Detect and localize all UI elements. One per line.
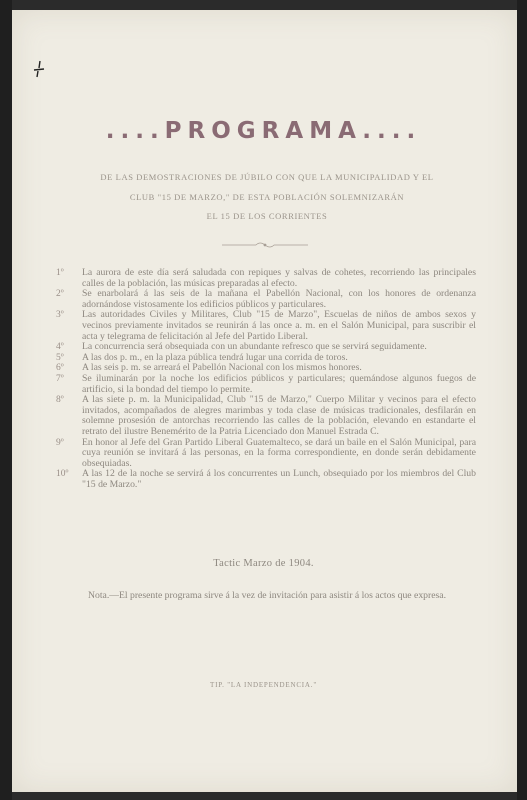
- item-text: La concurrencia será obsequiada con un abundante refresco que se servirá seguidamente.: [82, 341, 427, 353]
- program-item: [56, 268, 476, 289]
- place-date: Tactic Marzo de 1904.: [213, 558, 314, 569]
- item-number: 3º: [56, 310, 64, 321]
- subtitle-line-3: EL 15 DE LOS CORRIENTES: [206, 211, 328, 221]
- item-number: 10º: [56, 469, 69, 480]
- printer-credit: TIP. "LA INDEPENDENCIA.": [210, 681, 317, 689]
- item-number: 9º: [56, 437, 64, 448]
- item-number: 2º: [56, 289, 64, 300]
- item-number: 4º: [56, 342, 64, 353]
- invitation-note: Nota.—El presente programa sirve á la vez de invitación para asistir á los actos que expresa.: [88, 590, 447, 601]
- item-text: Se enarbolará á las seis de la mañana el Pabellón Nacional, con los honores de ordenanza adornándose vistosamente los edificios públicos y particulares.: [82, 288, 476, 310]
- subtitle-line-1: DE LAS DEMOSTRACIONES DE JÚBILO CON QUE LA MUNICIPALIDAD Y EL: [100, 172, 434, 182]
- program-item: [56, 374, 476, 395]
- item-text: A las dos p. m., en la plaza pública tendrá lugar una corrida de toros.: [82, 351, 348, 363]
- item-number: 8º: [56, 395, 64, 406]
- program-item: [56, 469, 476, 490]
- item-text: La aurora de este día será saludada con repiques y salvas de cohetes, recorriendo las principales calles de la población, las músicas preparadas al efecto.: [82, 267, 476, 289]
- item-text: En honor al Jefe del Gran Partido Liberal Guatemalteco, se dará un baile en el Salón Municipal, para cuya reunión se invitará á las personas, en la forma correspondiente, en donde serán debidamente obsequiadas.: [82, 436, 476, 469]
- item-text: A las seis p. m. se arreará el Pabellón Nacional con los mismos honores.: [82, 362, 362, 374]
- program-item: [56, 289, 476, 310]
- subtitle-line-2: CLUB "15 DE MARZO," DE ESTA POBLACIÓN SOLEMNIZARÁN: [129, 192, 405, 202]
- item-text: Las autoridades Civiles y Militares, Club "15 de Marzo", Escuelas de niños de ambos sexos y vecinos previamente invitados se reunirán á las once a. m. en el Salón Municipal, para suscribir el acta y telegrama de felicitación al Jefe del Partido Liberal.: [82, 309, 476, 342]
- ink-mark-icon: [32, 60, 46, 78]
- item-text: Se iluminarán por la noche los edificios públicos y particulares; quemándose algunos fuegos de artificio, si la bondad del tiempo lo permite.: [82, 372, 476, 395]
- program-list: [56, 268, 476, 490]
- item-number: 6º: [56, 363, 64, 374]
- item-number: 1º: [56, 268, 64, 278]
- program-item: [56, 310, 476, 342]
- item-number: 7º: [56, 373, 64, 384]
- program-item: [56, 395, 476, 437]
- item-text: A las siete p. m. la Municipalidad, Club "15 de Marzo," Cuerpo Militar y vecinos para el efecto invitados, acompañados de alegres marimbas y toda clase de músicas tradicionales, desfilarán en solemne prosesión de antorchas recorriendo las calles de la población, elevando en estandarte el retrato del ilustre Benemérito de la Patria Licenciado don Manuel Estrada C.: [82, 394, 476, 437]
- item-number: 5º: [56, 352, 64, 363]
- page-title: ....PROGRAMA....: [105, 118, 422, 144]
- program-item: [56, 438, 476, 470]
- ornament-divider-icon: [220, 240, 310, 250]
- item-text: A las 12 de la noche se servirá á los concurrentes un Lunch, obsequiado por los miembros del Club "15 de Marzo.": [82, 468, 476, 490]
